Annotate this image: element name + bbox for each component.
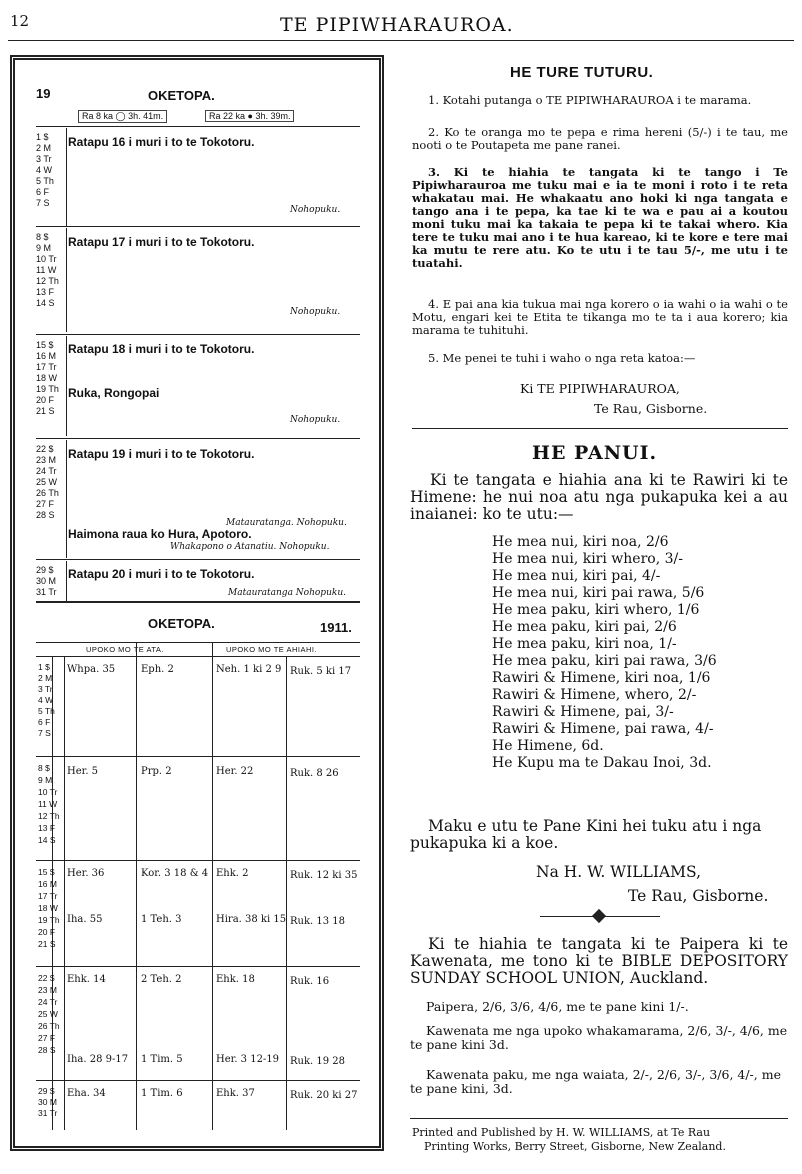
lesson-row-2-days: 8 $ 9 M 10 Tr 11 W 12 Th 13 F 14 S [38,763,60,845]
footer-line-2: Printing Works, Berry Street, Gisborne, New Zealand. [424,1140,726,1153]
lesson-cell: Her. 36 [67,868,105,879]
calendar-rule [36,601,360,603]
lesson-cell: Hira. 38 ki 15 [216,914,287,925]
bible-price-3: Kawenata paku, me nga waiata, 2/-, 2/6, 3/-, 3/6, 4/-, me te pane kini, 3d. [410,1067,781,1096]
calendar-rule [36,334,360,335]
rules-address-2: Te Rau, Gisborne. [594,401,708,416]
moon-phase-1: Ra 8 ka ◯ 3h. 41m. [78,110,167,123]
col-divider [136,642,137,1130]
week-2-sunday: Ratapu 17 i muri i to te Tokotoru. [68,235,255,249]
price-list [492,534,792,772]
lessons-rule [36,1080,360,1081]
lesson-cell: Iha. 28 9-17 [67,1054,129,1065]
col-divider [64,656,65,1130]
lesson-cell: Ehk. 2 [216,868,249,879]
ornament-diamond [592,909,606,923]
week-1-sunday: Ratapu 16 i muri i to te Tokotoru. [68,135,255,149]
week-5-sunday: Ratapu 20 i muri i to te Tokotoru. [68,567,255,581]
price-item: He mea paku, kiri noa, 1/- [492,636,677,652]
price-item: He Himene, 6d. [492,738,604,754]
price-item: He Kupu ma te Dakau Inoi, 3d. [492,755,712,771]
page-number: 12 [10,12,30,30]
lesson-cell: Her. 5 [67,766,99,777]
week-4-feast: Haimona raua ko Hura, Apotoro. [68,527,252,541]
rule-4: 4. E pai ana kia tukua mai nga korero o ia wahi o ia wahi o te Motu, engari kei te Etita te tikanga mo te ta i aua korero; kia marama te tuhituhi. [412,297,788,337]
week-5-note: Matauratanga Nohopuku. [228,588,346,598]
lessons-rule [36,656,360,657]
rules-heading: HE TURE TUTURU. [510,64,654,81]
lesson-cell: Her. 22 [216,766,254,777]
week-2-days: 8 $ 9 M 10 Tr 11 W 12 Th 13 F 14 S [36,232,59,308]
price-item: Rawiri & Himene, pai rawa, 4/- [492,721,714,737]
week-4-note-2: Whakapono o Atanatiu. Nohopuku. [170,542,330,552]
lesson-cell: Ruk. 5 ki 17 [290,666,352,677]
week-3-feast: Ruka, Rongopai [68,386,160,400]
page-title: TE PIPIWHARAUROA. [280,14,514,36]
lessons-rule [36,642,360,643]
week-3-days: 15 $ 16 M 17 Tr 18 W 19 Th 20 F 21 S [36,340,59,416]
calendar-year: 19 [36,86,51,101]
lesson-cell: Ehk. 18 [216,974,255,985]
week-1-divider [66,128,67,226]
week-3-sunday: Ratapu 18 i muri i to te Tokotoru. [68,342,255,356]
panui-heading: HE PANUI. [532,442,658,464]
lesson-cell: Her. 3 12-19 [216,1054,280,1065]
lesson-cell: Prp. 2 [141,766,172,777]
lesson-cell: Neh. 1 ki 2 9 [216,664,282,675]
week-3-note: Nohopuku. [290,415,341,425]
week-4-days: 22 $ 23 M 24 Tr 25 W 26 Th 27 F 28 S [36,444,59,520]
panui-signature: Na H. W. WILLIAMS, [536,863,701,881]
footer-rule [410,1118,788,1119]
panui-intro: Ki te tangata e hiahia ana ki te Rawiri ki te Himene: he nui noa atu nga pukapuka kei a au inaianei: ko te utu:— [410,471,788,523]
lesson-cell: Whpa. 35 [67,664,116,675]
lesson-cell: 1 Tim. 6 [141,1088,183,1099]
calendar-rule [36,438,360,439]
col-divider [286,656,287,1130]
week-5-days: 29 $ 30 M 31 Tr [36,565,57,597]
bible-price-1: Paipera, 2/6, 3/6, 4/6, me te pane kini 1/-. [426,999,689,1014]
week-1-days: 1 $ 2 M 3 Tr 4 W 5 Th 6 F 7 S [36,132,54,208]
week-1-note: Nohopuku. [290,205,341,215]
lesson-cell: Eha. 34 [67,1088,106,1099]
week-4-divider [66,440,67,558]
week-2-divider [66,228,67,332]
week-4-note-1: Matauratanga. Nohopuku. [226,518,347,528]
rule-5: 5. Me penei te tuhi i waho o nga reta katoa:— [428,351,696,365]
lesson-row-4-days: 22 $ 23 M 24 Tr 25 W 26 Th 27 F 28 S [38,973,60,1055]
week-3-divider [66,336,67,436]
lesson-cell: Ehk. 14 [67,974,106,985]
calendar-rule [36,559,360,560]
calendar-rule [36,226,360,227]
calendar-rule [36,126,360,127]
lesson-cell: 1 Tim. 5 [141,1054,183,1065]
rule-2: 2. Ko te oranga mo te pepa e rima hereni (5/-) i te tau, me nooti o te Poutapeta me pane ranei. [412,125,788,152]
lesson-cell: Ruk. 13 18 [290,916,346,927]
lesson-cell: Iha. 55 [67,914,103,925]
price-item: He mea nui, kiri pai rawa, 5/6 [492,585,705,601]
lesson-cell: Kor. 3 18 & 4 [141,868,209,879]
lesson-cell: 1 Teh. 3 [141,914,182,925]
lesson-row-5-days: 29 $ 30 M 31 Tr [38,1086,58,1118]
price-item: He mea nui, kiri pai, 4/- [492,568,661,584]
section-rule [412,428,788,429]
rule-1: 1. Kotahi putanga o TE PIPIWHARAUROA i te marama. [428,93,752,107]
col-divider [212,642,213,1130]
lesson-cell: Eph. 2 [141,664,174,675]
lesson-row-3-days: 15 $ 16 M 17 Tr 18 W 19 Th 20 F 21 S [38,867,60,949]
price-item: He mea nui, kiri whero, 3/- [492,551,683,567]
lesson-cell: 2 Teh. 2 [141,974,182,985]
lessons-col-morning: UPOKO MO TE ATA. [86,645,165,654]
lesson-cell: Ruk. 19 28 [290,1056,346,1067]
week-5-divider [66,561,67,601]
moon-phase-2: Ra 22 ka ● 3h. 39m. [205,110,294,122]
rule-3: 3. Ki te hiahia te tangata ki te tango i Te Pipiwharauroa me tuku mai e ia te moni i roto i te reta whakatau mai. He whakaatu ano hoki ki nga tangata e tango ana i te pepa, ka tae ki te wa e pau ai a koutou moni tuku mai ka takaia te pepa ki te takai whero. Kia tere te tuku mai ano i te hua kareao, ki te kore e tere mai ka mutu te rere atu. Ko te utu i te tau 5/-, me utu i te tuatahi. [412,165,788,270]
lessons-month: OKETOPA. [148,616,215,631]
lessons-col-evening: UPOKO MO TE AHIAHI. [226,645,318,654]
lessons-rule [36,860,360,861]
lesson-cell: Ruk. 16 [290,976,330,987]
price-item: He mea paku, kiri whero, 1/6 [492,602,700,618]
bible-price-2: Kawenata me nga upoko whakamarama, 2/6, 3/-, 4/6, me te pane kini 3d. [410,1023,788,1052]
lessons-year: 1911. [320,620,352,635]
price-item: Rawiri & Himene, whero, 2/- [492,687,697,703]
week-4-sunday: Ratapu 19 i muri i to te Tokotoru. [68,447,255,461]
price-item: Rawiri & Himene, kiri noa, 1/6 [492,670,711,686]
calendar-month: OKETOPA. [148,88,215,103]
lesson-cell: Ruk. 20 ki 27 [290,1090,358,1101]
footer-line-1: Printed and Published by H. W. WILLIAMS, at Te Rau [412,1126,711,1139]
lesson-cell: Ehk. 37 [216,1088,255,1099]
header-rule [8,40,794,41]
week-2-note: Nohopuku. [290,307,341,317]
rules-address-1: Ki TE PIPIWHARAUROA, [520,381,680,396]
panui-closing: Maku e utu te Pane Kini hei tuku atu i nga pukapuka ki a koe. [410,817,762,852]
lesson-cell: Ruk. 8 26 [290,768,339,779]
lesson-cell: Ruk. 12 ki 35 [290,870,358,881]
price-item: Rawiri & Himene, pai, 3/- [492,704,674,720]
price-item: He mea paku, kiri pai, 2/6 [492,619,677,635]
price-item: He mea paku, kiri pai rawa, 3/6 [492,653,717,669]
lesson-row-1-days: 1 $ 2 M 3 Tr 4 W 5 Th 6 F 7 S [38,662,55,738]
lessons-rule [36,756,360,757]
price-item: He mea nui, kiri noa, 2/6 [492,534,669,550]
lessons-rule [36,966,360,967]
panui-address: Te Rau, Gisborne. [628,887,769,905]
bible-intro: Ki te hiahia te tangata ki te Paipera ki te Kawenata, me tono ki te BIBLE DEPOSITORY SUNDAY SCHOOL UNION, Auckland. [410,935,788,987]
